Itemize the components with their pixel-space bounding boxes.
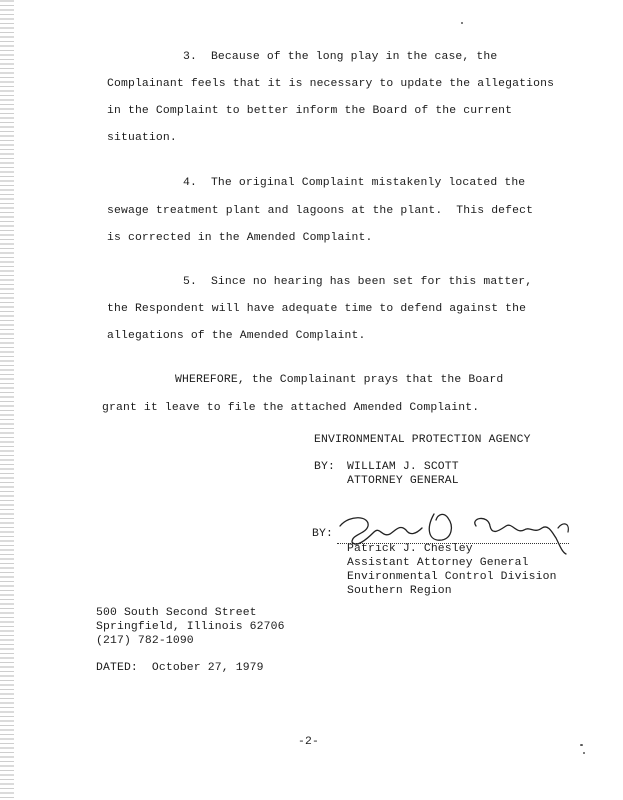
by-label-signer: BY: (312, 528, 333, 540)
scan-edge-noise (0, 0, 14, 800)
address-phone: (217) 782-1090 (96, 635, 194, 647)
paragraph-5-line-2: the Respondent will have adequate time to defend against the (107, 303, 527, 315)
paragraph-5-line-1: 5. Since no hearing has been set for this matter, (183, 276, 533, 288)
wherefore-line-2: grant it leave to file the attached Amended Complaint. (102, 402, 480, 414)
attorney-general-title: ATTORNEY GENERAL (347, 475, 459, 487)
scan-speck (583, 752, 585, 754)
signer-title: Assistant Attorney General (347, 557, 529, 569)
paragraph-5-line-3: allegations of the Amended Complaint. (107, 330, 366, 342)
attorney-general-name: WILLIAM J. SCOTT (347, 461, 459, 473)
paragraph-4-line-1: 4. The original Complaint mistakenly located the (183, 177, 526, 189)
scan-speck (461, 22, 463, 24)
signer-name: Patrick J. Chesley (347, 543, 473, 555)
page-number: -2- (298, 736, 319, 748)
paragraph-3-line-4: situation. (107, 132, 177, 144)
scan-speck (580, 744, 583, 746)
paragraph-4-line-3: is corrected in the Amended Complaint. (107, 232, 373, 244)
paragraph-3-line-1: 3. Because of the long play in the case, the (183, 51, 498, 63)
dated-line: DATED: October 27, 1979 (96, 662, 264, 674)
signer-region: Southern Region (347, 585, 452, 597)
paragraph-3-line-2: Complainant feels that it is necessary to update the allegations (107, 78, 555, 90)
address-street: 500 South Second Street (96, 607, 257, 619)
by-label-attorney-general: BY: (314, 461, 335, 473)
paragraph-3-line-3: in the Complaint to better inform the Board of the current (107, 105, 513, 117)
paragraph-4-line-2: sewage treatment plant and lagoons at the plant. This defect (107, 205, 534, 217)
agency-name: ENVIRONMENTAL PROTECTION AGENCY (314, 434, 531, 446)
signer-division: Environmental Control Division (347, 571, 557, 583)
address-city: Springfield, Illinois 62706 (96, 621, 285, 633)
wherefore-line-1: WHEREFORE, the Complainant prays that the Board (175, 374, 504, 386)
